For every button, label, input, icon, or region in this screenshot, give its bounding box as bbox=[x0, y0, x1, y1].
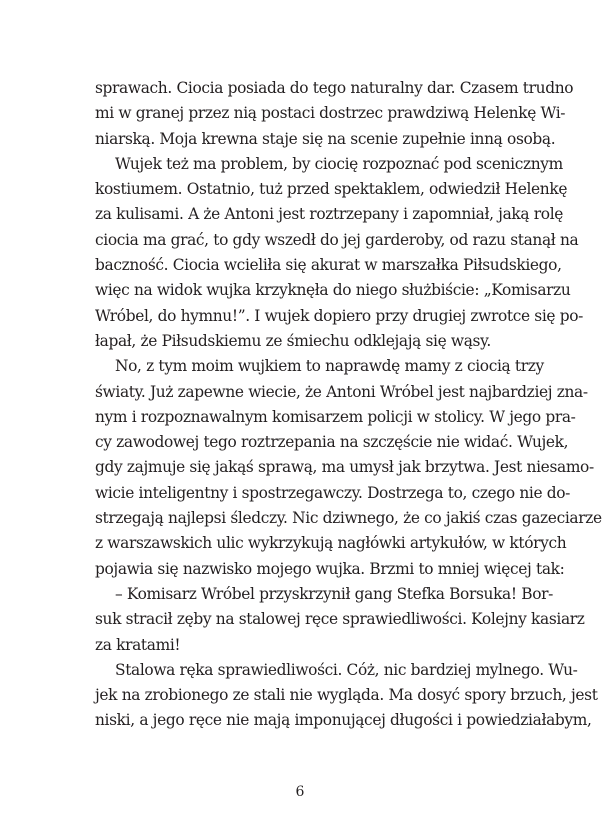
body-text bbox=[95, 76, 602, 734]
text-line: Stalowa ręka sprawiedliwości. Cóż, nic bardziej mylnego. Wu- bbox=[115, 660, 578, 679]
text-line: z warszawskich ulic wykrzykują nagłówki artykułów, w których bbox=[95, 534, 567, 553]
text-line: niarską. Moja krewna staje się na scenie zupełnie inną osobą. bbox=[95, 129, 556, 148]
text-line: No, z tym moim wujkiem to naprawdę mamy z ciocią trzy bbox=[115, 357, 544, 376]
text-line: suk stracił zęby na stalowej ręce sprawiedliwości. Kolejny kasiarz bbox=[95, 610, 585, 629]
paragraph bbox=[95, 354, 602, 582]
paragraph bbox=[95, 76, 574, 152]
text-line: nym i rozpoznawalnym komisarzem policji w stolicy. W jego pra- bbox=[95, 407, 576, 426]
text-line: sprawach. Ciocia posiada do tego naturalny dar. Czasem trudno bbox=[95, 79, 574, 97]
text-line: kostiumem. Ostatnio, tuż przed spektaklem, odwiedził Helenkę bbox=[95, 180, 568, 199]
text-line: strzegają najlepsi śledczy. Nic dziwnego, że co jakiś czas gazeciarze bbox=[95, 509, 602, 528]
text-line: niski, a jego ręce nie mają imponującej długości i powiedziałabym, bbox=[95, 711, 592, 730]
text-line: baczność. Ciocia wcieliła się akurat w marszałka Piłsudskiego, bbox=[95, 256, 562, 275]
paragraph bbox=[95, 152, 583, 354]
text-line: Wróbel, do hymnu!”. I wujek dopiero przy drugiej zwrotce się po- bbox=[95, 306, 583, 325]
text-line: łapał, że Piłsudskiemu ze śmiechu odklejają się wąsy. bbox=[95, 331, 491, 350]
paragraph bbox=[95, 582, 585, 658]
page-number: 6 bbox=[295, 784, 305, 800]
text-line: gdy zajmuje się jakąś sprawą, ma umysł jak brzytwa. Jest niesamo- bbox=[95, 458, 594, 477]
text-line: za kratami! bbox=[95, 635, 181, 654]
text-line: – Komisarz Wróbel przyskrzynił gang Stefka Borsuka! Bor- bbox=[115, 584, 553, 603]
text-line: światy. Już zapewne wiecie, że Antoni Wróbel jest najbardziej zna- bbox=[95, 382, 588, 401]
text-line: ciocia ma grać, to gdy wszedł do jej garderoby, od razu stanął na bbox=[95, 230, 579, 249]
text-line: mi w granej przez nią postaci dostrzec prawdziwą Helenkę Wi- bbox=[95, 104, 566, 123]
text-line: pojawia się nazwisko mojego wujka. Brzmi to mniej więcej tak: bbox=[95, 559, 565, 578]
text-line: cy zawodowej tego roztrzepania na szczęście nie widać. Wujek, bbox=[95, 433, 569, 452]
text-line: jek na zrobionego ze stali nie wygląda. Ma dosyć spory brzuch, jest bbox=[95, 686, 598, 705]
text-line: wicie inteligentny i spostrzegawczy. Dostrzega to, czego nie do- bbox=[95, 483, 571, 502]
paragraph bbox=[95, 658, 598, 734]
text-line: więc na widok wujka krzyknęła do niego służbiście: „Komisarzu bbox=[95, 281, 571, 300]
text-line: Wujek też ma problem, by ciocię rozpoznać pod scenicznym bbox=[115, 154, 563, 173]
text-line: za kulisami. A że Antoni jest roztrzepany i zapomniał, jaką rolę bbox=[95, 205, 564, 224]
